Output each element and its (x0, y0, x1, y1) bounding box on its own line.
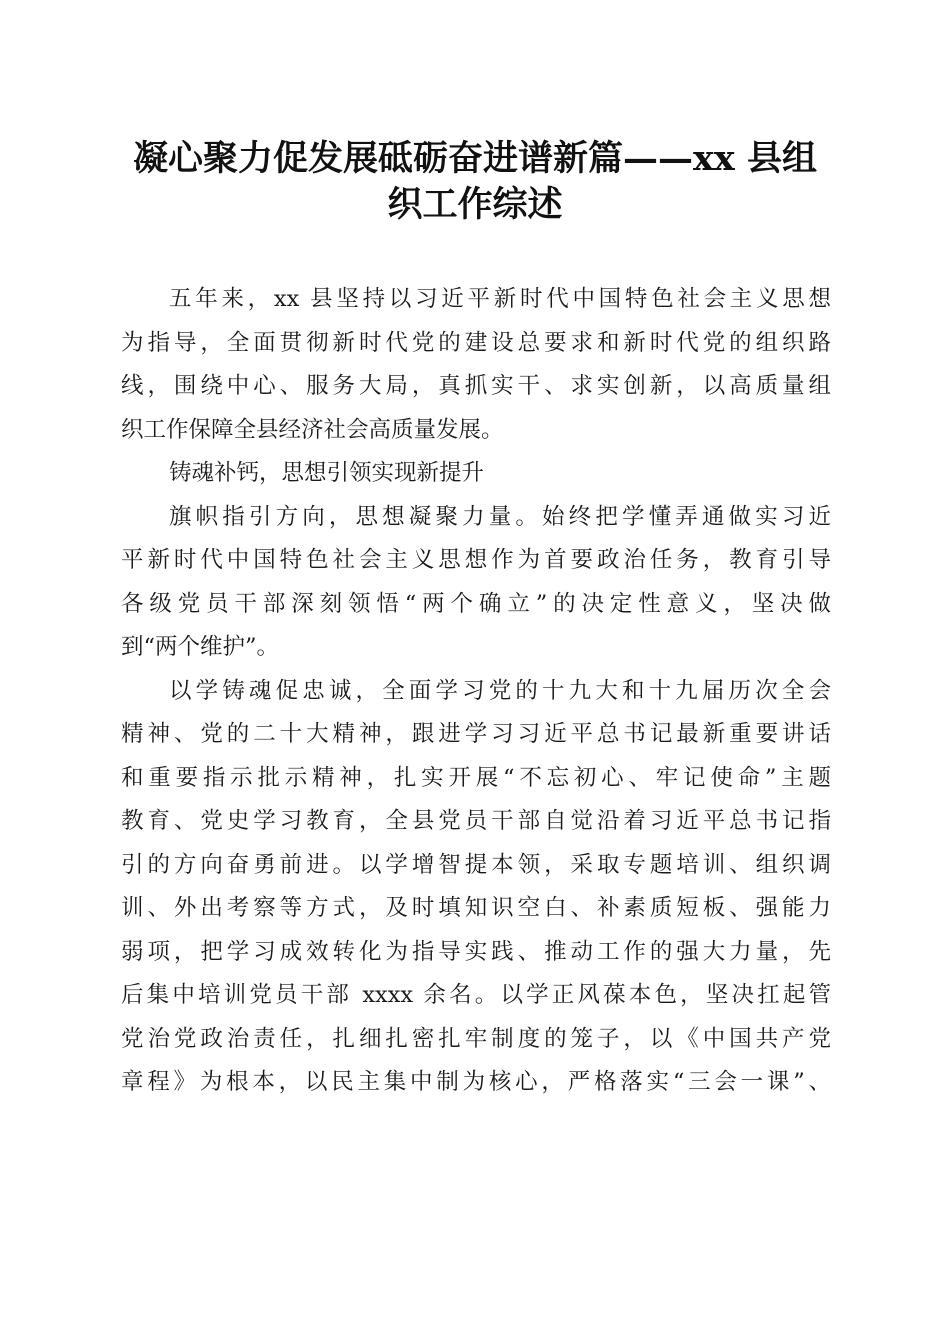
paragraph-banner (121, 496, 831, 670)
section-heading (121, 452, 831, 496)
text-line: 各级党员干部深刻领悟“两个确立”的决定性意义，坚决做 (121, 590, 831, 617)
document-title (120, 136, 830, 228)
text-line: 弱项，把学习成效转化为指导实践、推动工作的强大力量，先 (121, 938, 831, 965)
text-line: 引的方向奋勇前进。以学增智提本领，采取专题培训、组织调 (121, 851, 831, 878)
text-line: 五年来，xx 县坚持以习近平新时代中国特色社会主义思想 (169, 286, 831, 312)
text-line: 线，围绕中心、服务大局，真抓实干、求实创新，以高质量组 (121, 373, 831, 399)
text-line: 后集中培训党员干部 xxxx 余名。以学正风葆本色，坚决扛起管 (121, 982, 831, 1008)
title-line: 凝心聚力促发展砥砺奋进谱新篇——xx 县组 (133, 138, 817, 179)
title-line: 织工作综述 (387, 184, 563, 225)
text-line: 章程》为根本，以民主集中制为核心，严格落实“三会一课”、 (121, 1069, 831, 1095)
text-line: 以学铸魂促忠诚，全面学习党的十九大和十九届历次全会 (169, 677, 831, 704)
document-body (121, 278, 831, 1105)
paragraph-study (121, 670, 831, 1105)
text-line: 训、外出考察等方式，及时填知识空白、补素质短板、强能力 (121, 895, 831, 921)
text-line: 精神、党的二十大精神，跟进学习习近平总书记最新重要讲话 (121, 721, 831, 747)
text-line: 到“两个维护”。 (121, 634, 280, 660)
text-line: 教育、党史学习教育，全县党员干部自觉沿着习近平总书记指 (121, 808, 831, 834)
text-line: 平新时代中国特色社会主义思想作为首要政治任务，教育引导 (121, 547, 831, 573)
text-line: 织工作保障全县经济社会高质量发展。 (121, 416, 504, 443)
text-line: 党治党政治责任，扎细扎密扎牢制度的笼子，以《中国共产党 (121, 1025, 831, 1052)
text-line: 和重要指示批示精神，扎实开展“不忘初心、牢记使命”主题 (121, 764, 831, 791)
paragraph-intro (121, 278, 831, 452)
text-line: 铸魂补钙，思想引领实现新提升 (169, 460, 485, 486)
text-line: 旗帜指引方向，思想凝聚力量。始终把学懂弄通做实习近 (169, 503, 831, 530)
text-line: 为指导，全面贯彻新时代党的建设总要求和新时代党的组织路 (121, 329, 831, 356)
